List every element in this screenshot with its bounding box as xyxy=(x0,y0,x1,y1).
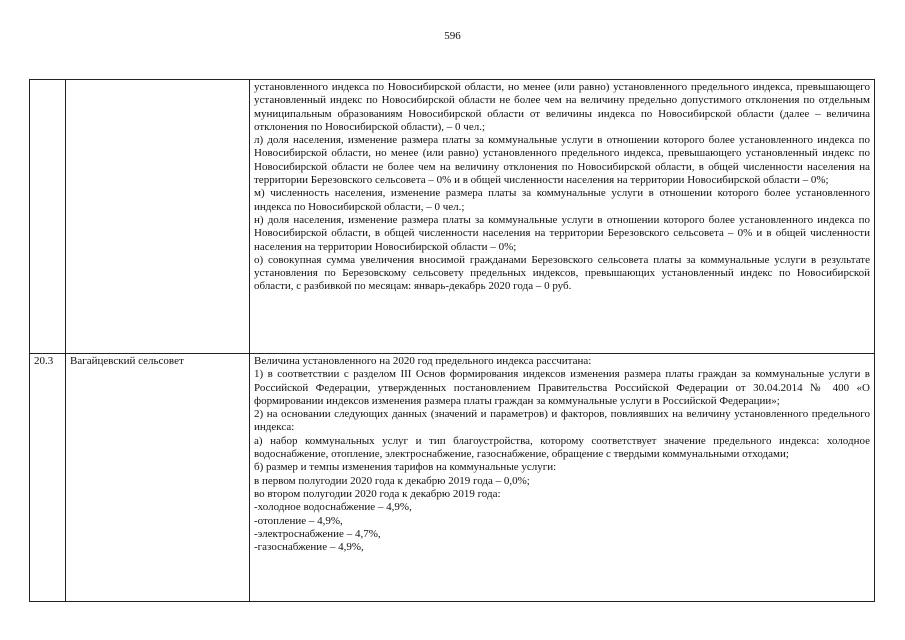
paragraph: н) доля населения, изменение размера платы за коммунальные услуги в отношении которого более установленного индекса по Новосибирской области, в общей численности населения на территории Березовского сельсовета – 0% и в общей численности населения на территории Новосибирской области – 0%; xyxy=(254,213,870,253)
document-table xyxy=(29,79,875,602)
paragraph: 1) в соответствии с разделом III Основ формирования индексов изменения размера платы граждан за коммунальные услуги в Российской Федерации, утвержденных постановлением Правительства Российской Федерации от 30.04.2014 № 400 «О формировании индексов изменения размера платы граждан за коммунальные услуги в Российской Федерации»; xyxy=(254,368,870,407)
row-text xyxy=(250,354,875,602)
paragraph: м) численность населения, изменение размера платы за коммунальные услуги в отношении которого более установленного индекса по Новосибирской области, – 0 чел.; xyxy=(254,187,870,213)
paragraph: установленного индекса по Новосибирской области, но менее (или равно) установленного предельного индекса, превышающего установленный индекс по Новосибирской области не более чем на величину предельно допустимого отклонения по отдельным муниципальным образованиям Новосибирской области от величины индекса по Новосибирской области (далее – величина отклонения по Новосибирской области), – 0 чел.; xyxy=(254,81,870,133)
paragraph: -отопление – 4,9%, xyxy=(254,514,343,527)
paragraph: во втором полугодии 2020 года к декабрю 2019 года: xyxy=(254,487,501,500)
paragraph: л) доля населения, изменение размера платы за коммунальные услуги в отношении которого более установленного индекса по Новосибирской области, но менее (или равно) установленного предельного индекса, превышающего установленный индекс по Новосибирской области не более чем на величину отклонения по Новосибирской области, в общей численности населения на территории Березовского сельсовета – 0% и в общей численности населения на территории Новосибирской области – 0%; xyxy=(254,134,870,187)
paragraph: 2) на основании следующих данных (значений и параметров) и факторов, повлиявших на величину установленного предельного индекса: xyxy=(254,408,870,434)
paragraph: -электроснабжение – 4,7%, xyxy=(254,527,381,540)
paragraph: Величина установленного на 2020 год предельного индекса рассчитана: xyxy=(254,355,592,367)
row-number: 20.3 xyxy=(30,354,66,602)
row-name: Вагайцевский сельсовет xyxy=(66,354,250,602)
row-text xyxy=(250,80,875,354)
paragraph: в первом полугодии 2020 года к декабрю 2019 года – 0,0%; xyxy=(254,474,530,487)
page-number: 596 xyxy=(444,30,461,42)
paragraph: -газоснабжение – 4,9%, xyxy=(254,541,364,554)
table-row xyxy=(30,80,875,354)
paragraph: а) набор коммунальных услуг и тип благоустройства, которому соответствует значение предельного индекса: холодное водоснабжение, отопление, электроснабжение, газоснабжение, обращение с твердыми коммунальными отходами; xyxy=(254,434,870,461)
row-name xyxy=(66,80,250,354)
paragraph: о) совокупная сумма увеличения вносимой гражданами Березовского сельсовета платы за коммунальные услуги в результате установления по Березовскому сельсовету предельных индексов, превышающих установленный индекс по Новосибирской области, с разбивкой по месяцам: январь-декабрь 2020 года – 0 руб. xyxy=(254,253,870,293)
table-row xyxy=(30,354,875,602)
paragraph: -холодное водоснабжение – 4,9%, xyxy=(254,501,412,514)
paragraph: б) размер и темпы изменения тарифов на коммунальные услуги: xyxy=(254,461,557,474)
row-number xyxy=(30,80,66,354)
